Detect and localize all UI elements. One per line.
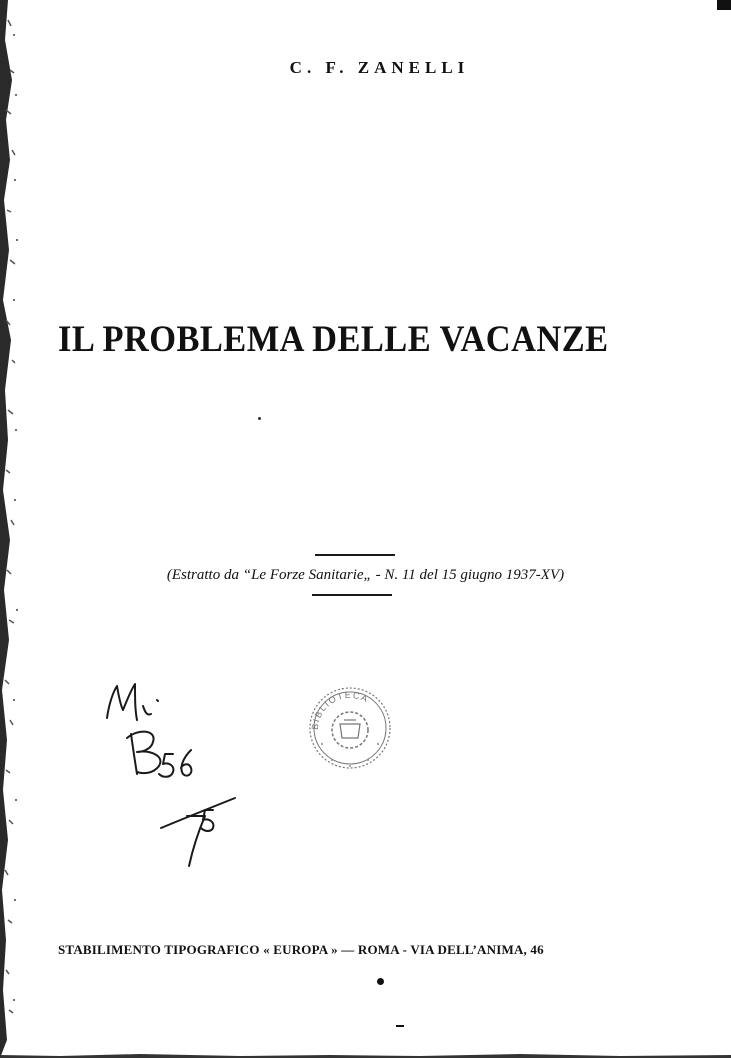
ornament-dot (377, 978, 384, 985)
ink-dash (396, 1025, 404, 1027)
ink-speck (258, 417, 261, 420)
scanned-page-edge (0, 0, 26, 1058)
author-name: C. F. ZANELLI (289, 58, 470, 77)
library-stamp (302, 684, 398, 774)
citation-rule-top (315, 554, 395, 556)
printer-imprint: STABILIMENTO TIPOGRAFICO « EUROPA » — ROMA - VIA DELL’ANIMA, 46 (58, 942, 544, 957)
citation-line: (Estratto da “Le Forze Sanitarie„ - N. 11 del 15 giugno 1937-XV) (166, 567, 565, 583)
scanned-bottom-edge (0, 1052, 731, 1058)
document-title: IL PROBLEMA DELLE VACANZE (58, 319, 609, 360)
scan-corner-mark (717, 0, 731, 10)
stamp-text: BIBLIOTECA (309, 689, 371, 731)
citation-rule-bottom (312, 594, 392, 596)
handwritten-shelfmark (95, 670, 255, 880)
